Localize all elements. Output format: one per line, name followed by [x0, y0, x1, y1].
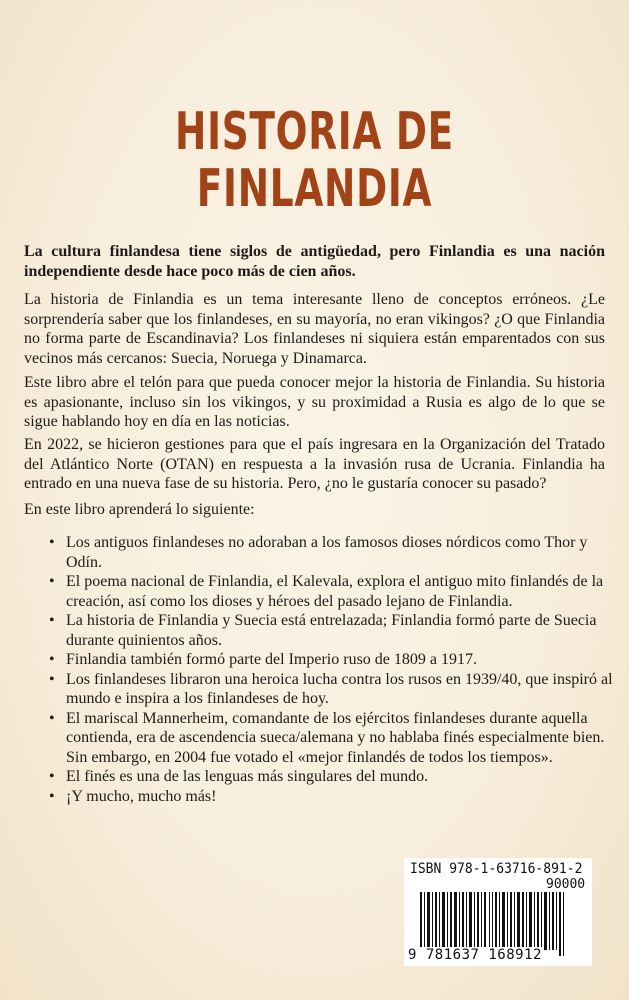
- list-item: • Los antiguos finlandeses no adoraban a los famosos dioses nórdicos como Thor y Odín.: [66, 533, 614, 572]
- paragraph-1: La historia de Finlandia es un tema interesante lleno de conceptos erróneos. ¿Le sorprendería saber que los finlandeses, en su mayoría, no eran vikingos? ¿O que Finlandia no forma parte de Escandinavia? Los finlandeses ni siquiera están emparentados con sus vecinos más cercanos: Suecia, Noruega y Dinamarca.: [24, 291, 605, 367]
- title-line-2: FINLANDIA: [196, 159, 433, 219]
- paragraph-2: Este libro abre el telón para que pueda conocer mejor la historia de Finlandia. Su historia es apasionante, incluso sin los vikingos, y su proximidad a Rusia es algo de lo que se sigue hablando hoy en día en las noticias.: [24, 374, 605, 430]
- list-item: • El poema nacional de Finlandia, el Kalevala, explora el antiguo mito finlandés de la creación, así como los dioses y héroes del pasado lejano de Finlandia.: [66, 572, 614, 611]
- list-item: • Los finlandeses libraron una heroica lucha contra los rusos en 1939/40, que inspiró al mundo e inspira a los finlandeses de hoy.: [66, 670, 614, 709]
- isbn-barcode: [404, 858, 592, 966]
- price-code: 90000: [546, 877, 586, 892]
- list-item: • La historia de Finlandia y Suecia está entrelazada; Finlandia formó parte de Suecia durante quinientos años.: [66, 611, 614, 650]
- barcode-number: 9 781637 168912: [408, 947, 542, 963]
- intro-paragraph: La cultura finlandesa tiene siglos de antigüedad, pero Finlandia es una nación independiente desde hace poco más de cien años.: [24, 243, 605, 280]
- isbn-label: ISBN 978-1-63716-891-2: [410, 861, 583, 877]
- list-item: • El mariscal Mannerheim, comandante de los ejércitos finlandeses durante aquella contienda, era de ascendencia sueca/alemana y no hablaba finés especialmente bien. Sin embargo, en 2004 fue votado el «mejor finlandés de todos los tiempos».: [66, 709, 614, 768]
- barcode-bars: [414, 878, 584, 958]
- paragraph-3: En 2022, se hicieron gestiones para que el país ingresara en la Organización del Tratado del Atlántico Norte (OTAN) en respuesta a la invasión rusa de Ucrania. Finlandia ha entrado en una nueva fase de su historia. Pero, ¿no le gustaría conocer su pasado?: [24, 436, 605, 492]
- paragraph-4: En este libro aprenderá lo siguiente:: [24, 501, 255, 518]
- list-item: • ¡Y mucho, mucho más!: [66, 787, 614, 807]
- title-line-1: HISTORIA DE: [175, 102, 454, 162]
- list-item: • El finés es una de las lenguas más singulares del mundo.: [66, 767, 614, 787]
- topics-list: [48, 533, 614, 806]
- list-item: • Finlandia también formó parte del Imperio ruso de 1809 a 1917.: [66, 650, 614, 670]
